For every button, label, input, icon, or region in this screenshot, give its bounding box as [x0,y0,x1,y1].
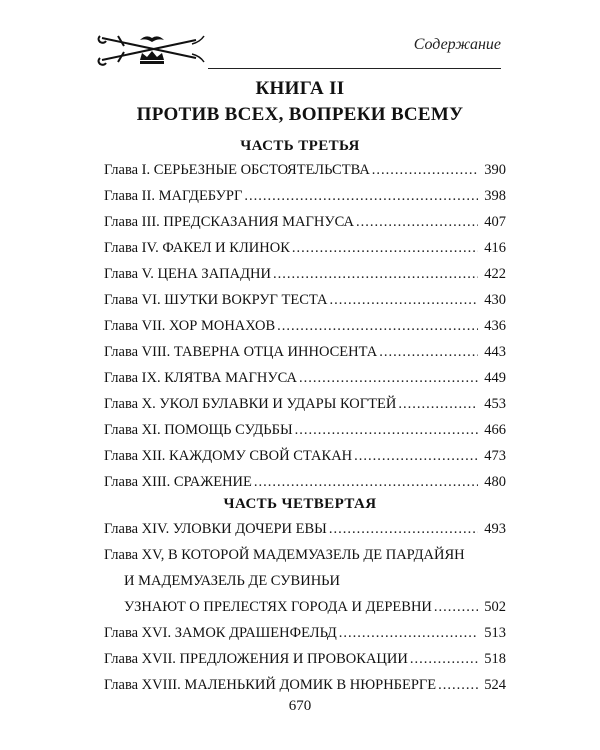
toc-entry-label: Глава VIII. ТАВЕРНА ОТЦА ИННОСЕНТА [104,344,378,360]
dot-leader [292,240,478,257]
dot-leader [339,625,478,642]
dot-leader [295,422,478,439]
part-three-toc [104,162,506,500]
part-four-toc [104,521,506,703]
toc-entry[interactable] [104,448,506,474]
toc-entry[interactable] [104,188,506,214]
toc-entry-page: 513 [484,625,506,641]
dot-leader [356,214,478,231]
toc-entry-continuation [104,573,506,599]
toc-entry[interactable] [104,214,506,240]
toc-entry-label: Глава XVIII. МАЛЕНЬКИЙ ДОМИК В НЮРНБЕРГЕ [104,677,437,693]
toc-entry-page: 493 [484,521,506,537]
book-subtitle: ПРОТИВ ВСЕХ, ВОПРЕКИ ВСЕМУ [136,104,464,125]
part-four-title: ЧАСТЬ ЧЕТВЕРТАЯ [223,496,377,512]
toc-entry[interactable] [104,422,506,448]
toc-entry[interactable] [104,240,506,266]
dot-leader [330,292,478,309]
toc-entry-label: Глава VI. ШУТКИ ВОКРУГ ТЕСТА [104,292,328,308]
dot-leader [372,162,478,179]
toc-entry-label: Глава V. ЦЕНА ЗАПАДНИ [104,266,271,282]
dot-leader [410,651,478,668]
part-three-title: ЧАСТЬ ТРЕТЬЯ [240,138,360,154]
toc-entry-label: Глава XII. КАЖДОМУ СВОЙ СТАКАН [104,448,353,464]
dot-leader [329,521,478,538]
toc-entry[interactable] [104,292,506,318]
header-rule [208,68,501,69]
toc-entry-page: 398 [484,188,506,204]
toc-entry[interactable] [104,162,506,188]
page-header [96,30,501,70]
toc-entry-continuation [104,599,506,625]
toc-entry-label: Глава III. ПРЕДСКАЗАНИЯ МАГНУСА [104,214,355,230]
toc-entry-label: Глава XVII. ПРЕДЛОЖЕНИЯ И ПРОВОКАЦИИ [104,651,408,667]
toc-entry-page: 524 [484,677,506,693]
toc-entry[interactable] [104,318,506,344]
toc-entry-label-continued: УЗНАЮТ О ПРЕЛЕСТЯХ ГОРОДА И ДЕРЕВНИ [124,599,432,615]
toc-entry-label: Глава XVI. ЗАМОК ДРАШЕНФЕЛЬД [104,625,337,641]
toc-entry-label: Глава XIV. УЛОВКИ ДОЧЕРИ ЕВЫ [104,521,327,537]
toc-entry-page: 436 [484,318,506,334]
toc-entry-label: Глава VII. ХОР МОНАХОВ [104,318,276,334]
book-title: КНИГА II [255,78,345,99]
toc-entry-label: Глава XIII. СРАЖЕНИЕ [104,474,252,490]
toc-entry-label: Глава I. СЕРЬЕЗНЫЕ ОБСТОЯТЕЛЬСТВА [104,162,370,178]
toc-entry-label-continued: И МАДЕМУАЗЕЛЬ ДЕ СУВИНЬИ [124,573,340,589]
toc-entry[interactable] [104,521,506,547]
toc-entry-page: 443 [484,344,506,360]
dot-leader [438,677,478,694]
dot-leader [354,448,478,465]
toc-entry-label: Глава IX. КЛЯТВА МАГНУСА [104,370,298,386]
dot-leader [277,318,478,335]
toc-entry[interactable] [104,344,506,370]
dot-leader [244,188,478,205]
toc-entry-label: Глава IV. ФАКЕЛ И КЛИНОК [104,240,290,256]
toc-entry-page: 430 [484,292,506,308]
crossed-swords-crown-icon [96,30,208,70]
toc-entry-page: 466 [484,422,506,438]
dot-leader [398,396,478,413]
dot-leader [379,344,478,361]
dot-leader [299,370,478,387]
toc-entry-page: 449 [484,370,506,386]
toc-entry-label: Глава II. МАГДЕБУРГ [104,188,243,204]
dot-leader [434,599,478,616]
toc-entry-page: 407 [484,214,506,230]
toc-entry-page: 473 [484,448,506,464]
toc-entry-page: 416 [484,240,506,256]
toc-entry-label: Глава XI. ПОМОЩЬ СУДЬБЫ [104,422,293,438]
toc-entry-page: 502 [484,599,506,615]
dot-leader [254,474,478,491]
dot-leader [273,266,478,283]
toc-entry-label: Глава XV, В КОТОРОЙ МАДЕМУАЗЕЛЬ ДЕ ПАРДАЙЯН [104,547,465,563]
toc-entry[interactable] [104,625,506,651]
toc-entry-page: 422 [484,266,506,282]
page-number: 670 [288,698,312,714]
toc-entry-page: 390 [484,162,506,178]
toc-entry[interactable] [104,651,506,677]
toc-entry[interactable] [104,370,506,396]
toc-entry[interactable] [104,396,506,422]
running-header-title: Содержание [413,36,501,53]
toc-entry-page: 518 [484,651,506,667]
toc-entry-multiline[interactable] [104,547,506,573]
toc-entry-page: 480 [484,474,506,490]
toc-entry-label: Глава X. УКОЛ БУЛАВКИ И УДАРЫ КОГТЕЙ [104,396,397,412]
toc-entry[interactable] [104,266,506,292]
toc-entry-page: 453 [484,396,506,412]
